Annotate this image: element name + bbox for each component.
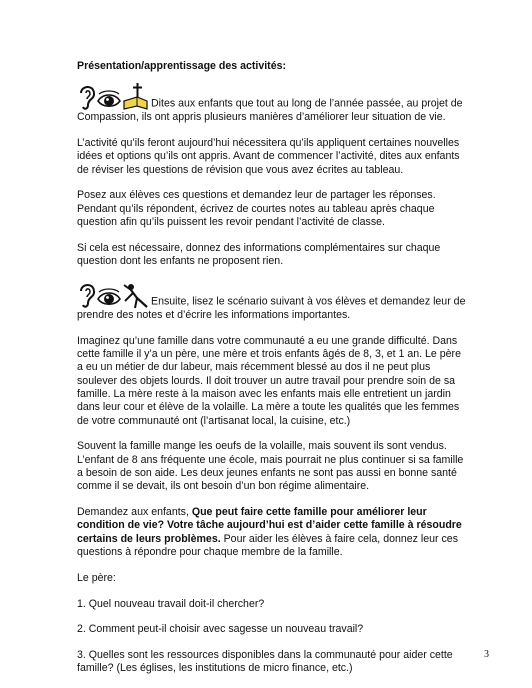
task-rest-text: Pour aider les élèves à faire cela, donnez leur ces questions à répondre pour chaque membre de la famille. <box>77 532 458 558</box>
task-bold-text: Que peut faire cette famille pour améliorer leur condition de vie? Votre tâche aujourd’hui est d’aider cette famille à résoudre certains de leurs problèmes. <box>77 506 462 545</box>
paragraph-complement: Si cela est nécessaire, donnez des informations complémentaires sur chaque question dont les enfants ne proposent rien. <box>77 241 441 268</box>
bible-cross-icon <box>124 83 147 109</box>
question-1: 1. Quel nouveau travail doit-il chercher? <box>77 597 265 610</box>
question-3: 3. Quelles sont les ressources disponibles dans la communauté pour aider cette famille? (Les églises, les institutions de micro finance, etc.) <box>77 649 453 675</box>
intro-text: Dites aux enfants que tout au long de l’année passée, au projet de Compassion, ils ont appris plusieurs manières d’améliorer leur situation de vie. <box>77 98 463 124</box>
ear-icon <box>81 87 94 109</box>
paragraph-eggs: Souvent la famille mange les oeufs de la volaille, mais souvent ils sont vendus. L’enfant de 8 ans fréquente une école, mais pourrait ne plus continuer si sa famille a besoin de son aide. Les deux jeunes enfants ne sont pas aussi en bonne santé comme il se devait, ils ont besoin d’un bon régime alimentaire. <box>77 440 464 493</box>
task-intro-text: Demandez aux enfants, <box>77 506 192 519</box>
paragraph-questions: Posez aux élèves ces questions et demandez leur de partager les réponses. Pendant qu’ils répondent, écrivez de courtes notes au tableau après chaque question afin qu’ils puissent les revoir pendant l’activité de classe. <box>77 189 436 229</box>
paragraph-intro <box>77 83 469 124</box>
paragraph-task <box>77 506 469 559</box>
page-content <box>77 60 469 688</box>
eye-icon <box>98 289 120 304</box>
page-number: 3 <box>484 649 489 660</box>
question-2: 2. Comment peut-il choisir avec sagesse un nouveau travail? <box>77 623 364 636</box>
father-label: Le père: <box>77 571 116 584</box>
icon-group-1 <box>77 83 149 111</box>
stretching-person-icon <box>124 284 147 308</box>
icon-group-2 <box>77 281 149 309</box>
scenario-intro-text: Ensuite, lisez le scénario suivant à vos élèves et demandez leur de prendre des notes et d’écrire les informations importantes. <box>77 295 466 321</box>
paragraph-scenario-intro <box>77 281 469 322</box>
eye-icon <box>98 91 120 106</box>
paragraph-family: Imaginez qu’une famille dans votre communauté a eu une grande difficulté. Dans cette famille il y’a un père, une mère et trois enfants âgés de 8, 3, et 1 an. Le père a eu un métier de dur labeur, mais récemment blessé au dos il ne peut plus soulever des objets lourds. Il doit trouver un autre travail pour prendre soin de sa famille. La mère reste à la maison avec les enfants mais elle entretient un jardin dans leur cour et élève de la volaille. La mère a toute les qualités que les femmes de votre communauté ont (l’artisanat local, la cuisine, etc.) <box>77 334 461 427</box>
ear-icon <box>81 285 94 307</box>
section-heading: Présentation/apprentissage des activités: <box>77 60 287 72</box>
paragraph-activity: L’activité qu’ils feront aujourd’hui nécessitera qu’ils appliquent certaines nouvelles idées et options qu’ils ont appris. Avant de commencer l’activité, dites aux enfants de réviser les questions de révision que vous avez écrites au tableau. <box>77 137 460 176</box>
